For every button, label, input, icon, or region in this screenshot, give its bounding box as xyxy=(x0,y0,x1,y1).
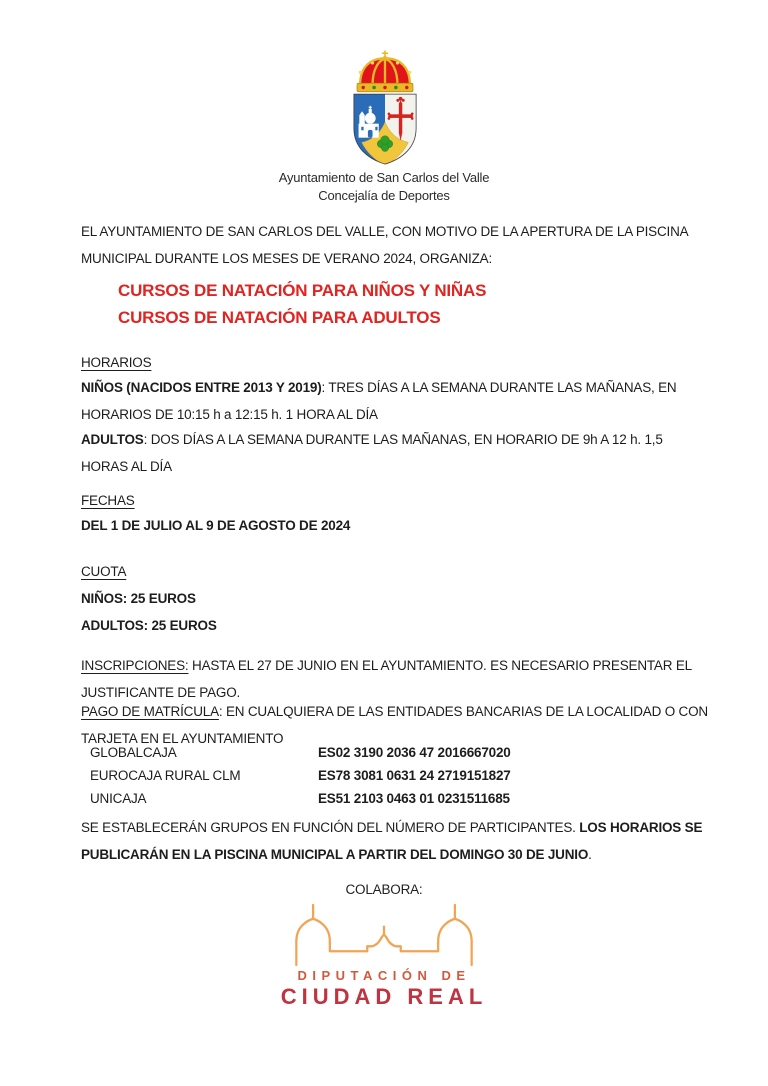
fechas-heading xyxy=(81,487,708,514)
diputacion-logo-line1: DIPUTACIÓN DE xyxy=(297,968,471,983)
bank-iban: ES02 3190 2036 47 2016667020 xyxy=(318,745,511,760)
cuota-heading xyxy=(81,558,708,585)
bank-iban: ES78 3081 0631 24 2719151827 xyxy=(318,768,511,783)
intro-paragraph: EL AYUNTAMIENTO DE SAN CARLOS DEL VALLE, CON MOTIVO DE LA APERTURA DE LA PISCINA MUNICIPAL DURANTE LOS MESES DE VERANO 2024, ORGANIZA: xyxy=(81,224,688,266)
horarios-heading xyxy=(81,349,708,376)
inscripciones-label: INSCRIPCIONES: xyxy=(81,658,189,673)
closing-text-normal: SE ESTABLECERÁN GRUPOS EN FUNCIÓN DEL NÚMERO DE PARTICIPANTES. xyxy=(81,820,580,835)
org-name: Ayuntamiento de San Carlos del Valle xyxy=(278,170,490,185)
bank-iban: ES51 2103 0463 01 0231511685 xyxy=(318,791,510,806)
bank-name: UNICAJA xyxy=(90,791,147,806)
bank-row xyxy=(81,741,708,764)
closing-text-bold: LOS HORARIOS SE PUBLICARÁN EN LA PISCINA MUNICIPAL A PARTIR DEL DOMINGO 30 DE JUNIO xyxy=(81,820,703,862)
fechas-value: DEL 1 DE JULIO AL 9 DE AGOSTO DE 2024 xyxy=(81,518,351,533)
horarios-adultos-paragraph xyxy=(81,426,708,480)
inscripciones-text: HASTA EL 27 DE JUNIO EN EL AYUNTAMIENTO. ES NECESARIO PRESENTAR EL JUSTIFICANTE DE PAGO. xyxy=(81,658,692,700)
dept-name: Concejalía de Deportes xyxy=(318,188,450,203)
horarios-adultos-label: ADULTOS xyxy=(81,432,144,447)
bank-row xyxy=(81,787,708,810)
cuota-ninos: NIÑOS: 25 EUROS xyxy=(81,591,196,606)
coat-of-arms-icon xyxy=(346,49,424,168)
bank-name: GLOBALCAJA xyxy=(90,745,177,760)
org-header xyxy=(0,169,768,205)
pago-text: : EN CUALQUIERA DE LAS ENTIDADES BANCARIAS DE LA LOCALIDAD O CON TARJETA EN EL AYUNTAMIENTO xyxy=(81,704,708,746)
course-titles xyxy=(81,277,708,331)
course-title-ninos: CURSOS DE NATACIÓN PARA NIÑOS Y NIÑAS xyxy=(118,281,487,300)
bank-accounts-table xyxy=(81,741,708,810)
cuota-adultos: ADULTOS: 25 EUROS xyxy=(81,618,217,633)
horarios-ninos-text: : TRES DÍAS A LA SEMANA DURANTE LAS MAÑANAS, EN HORARIOS DE 10:15 h a 12:15 h. 1 HORA AL DÍA xyxy=(81,380,677,422)
horarios-ninos-paragraph xyxy=(81,374,708,428)
fechas-heading-text: FECHAS xyxy=(81,493,135,508)
cuota-heading-text: CUOTA xyxy=(81,564,127,579)
bank-name: EUROCAJA RURAL CLM xyxy=(90,768,241,783)
horarios-adultos-text: : DOS DÍAS A LA SEMANA DURANTE LAS MAÑANAS, EN HORARIO DE 9h A 12 h. 1,5 HORAS AL DÍA xyxy=(81,432,663,474)
diputacion-logo-line2: CIUDAD REAL xyxy=(280,984,488,1009)
closing-paragraph xyxy=(81,814,708,868)
colabora-label: COLABORA: xyxy=(345,882,423,897)
diputacion-building-icon xyxy=(290,902,478,967)
course-title-adultos: CURSOS DE NATACIÓN PARA ADULTOS xyxy=(118,308,441,327)
horarios-heading-text: HORARIOS xyxy=(81,355,152,370)
bank-row xyxy=(81,764,708,787)
pago-label: PAGO DE MATRÍCULA xyxy=(81,704,219,719)
closing-text-period: . xyxy=(588,847,592,862)
horarios-ninos-label: NIÑOS (NACIDOS ENTRE 2013 Y 2019) xyxy=(81,380,322,395)
